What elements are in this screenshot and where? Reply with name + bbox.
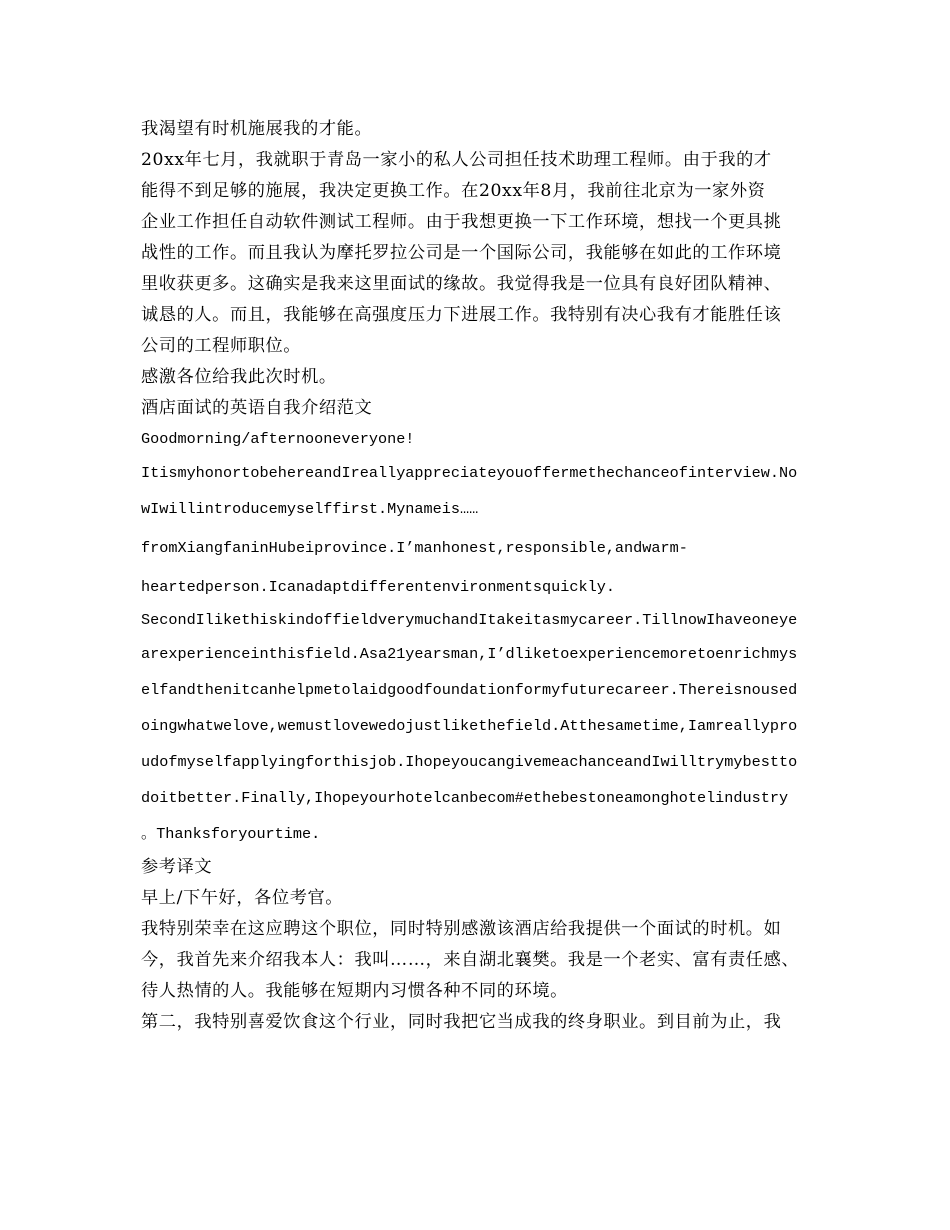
text-line: arexperienceinthisfield.Asa21yearsman,I’dliketoexperiencemoretoenrichmys bbox=[141, 645, 798, 663]
text-line: 公司的工程师职位。 bbox=[141, 336, 302, 356]
text-line: wIwillintroducemyselffirst.Mynameis…… bbox=[141, 500, 479, 518]
translation-heading: 参考译文 bbox=[141, 857, 213, 877]
text-line: 我特别荣幸在这应聘这个职位，同时特别感激该酒店给我提供一个面试的时机。如 bbox=[141, 919, 782, 939]
text-line: 今，我首先来介绍我本人：我叫……，来自湖北襄樊。我是一个老实、富有责任感、 bbox=[141, 950, 800, 970]
text-line: 待人热情的人。我能够在短期内习惯各种不同的环境。 bbox=[141, 981, 568, 1001]
paragraph-translation-1 bbox=[141, 914, 821, 1007]
text-line: ItismyhonortobehereandIreallyappreciateyouoffermethechanceofinterview.No bbox=[141, 464, 798, 482]
translation-greeting: 早上/下午好，各位考官。 bbox=[141, 888, 344, 908]
text-line: fromXiangfaninHubeiprovince.I’manhonest,responsible,andwarm- bbox=[141, 539, 688, 557]
english-sample bbox=[141, 424, 821, 852]
text-line: 企业工作担任自动软件测试工程师。由于我想更换一下工作环境，想找一个更具挑 bbox=[141, 212, 782, 232]
text-line: 诚恳的人。而且，我能够在高强度压力下进展工作。我特别有决心我有才能胜任该 bbox=[141, 305, 782, 325]
paragraph-intro-end: 我渴望有时机施展我的才能。 bbox=[141, 119, 373, 139]
text-line: SecondIlikethiskindoffieldverymuchandItakeitasmycareer.TillnowIhaveoneye bbox=[141, 611, 798, 629]
text-line: 20xx年七月，我就职于青岛一家小的私人公司担任技术助理工程师。由于我的才 bbox=[141, 150, 772, 170]
text-line: heartedperson.Icanadaptdifferentenvironmentsquickly. bbox=[141, 578, 615, 596]
english-greeting: Goodmorning/afternooneveryone! bbox=[141, 430, 415, 448]
text-line: oingwhatwelove,wemustlovewedojustlikethefield.Atthesametime,Iamreallypro bbox=[141, 717, 798, 735]
text-line: elfandthenitcanhelpmetolaidgoodfoundationformyfuturecareer.Thereisnoused bbox=[141, 681, 798, 699]
text-line: 。Thanksforyourtime. bbox=[141, 825, 321, 843]
section-heading: 酒店面试的英语自我介绍范文 bbox=[141, 398, 373, 418]
text-line: doitbetter.Finally,Ihopeyourhotelcanbecom#ethebestoneamonghotelindustry bbox=[141, 789, 789, 807]
text-line: 第二，我特别喜爱饮食这个行业，同时我把它当成我的终身职业。到目前为止，我 bbox=[141, 1012, 782, 1032]
paragraph-translation-2 bbox=[141, 1007, 821, 1038]
text-line: 里收获更多。这确实是我来这里面试的缘故。我觉得我是一位具有良好团队精神、 bbox=[141, 274, 782, 294]
document-body bbox=[141, 114, 821, 1038]
paragraph-thanks: 感激各位给我此次时机。 bbox=[141, 367, 337, 387]
paragraph-work-history bbox=[141, 145, 821, 362]
text-line: 战性的工作。而且我认为摩托罗拉公司是一个国际公司，我能够在如此的工作环境 bbox=[141, 243, 782, 263]
text-line: 能得不到足够的施展，我决定更换工作。在20xx年8月，我前往北京为一家外资 bbox=[141, 181, 766, 201]
text-line: udofmyselfapplyingforthisjob.IhopeyoucangivemeachanceandIwilltrymybestto bbox=[141, 753, 798, 771]
